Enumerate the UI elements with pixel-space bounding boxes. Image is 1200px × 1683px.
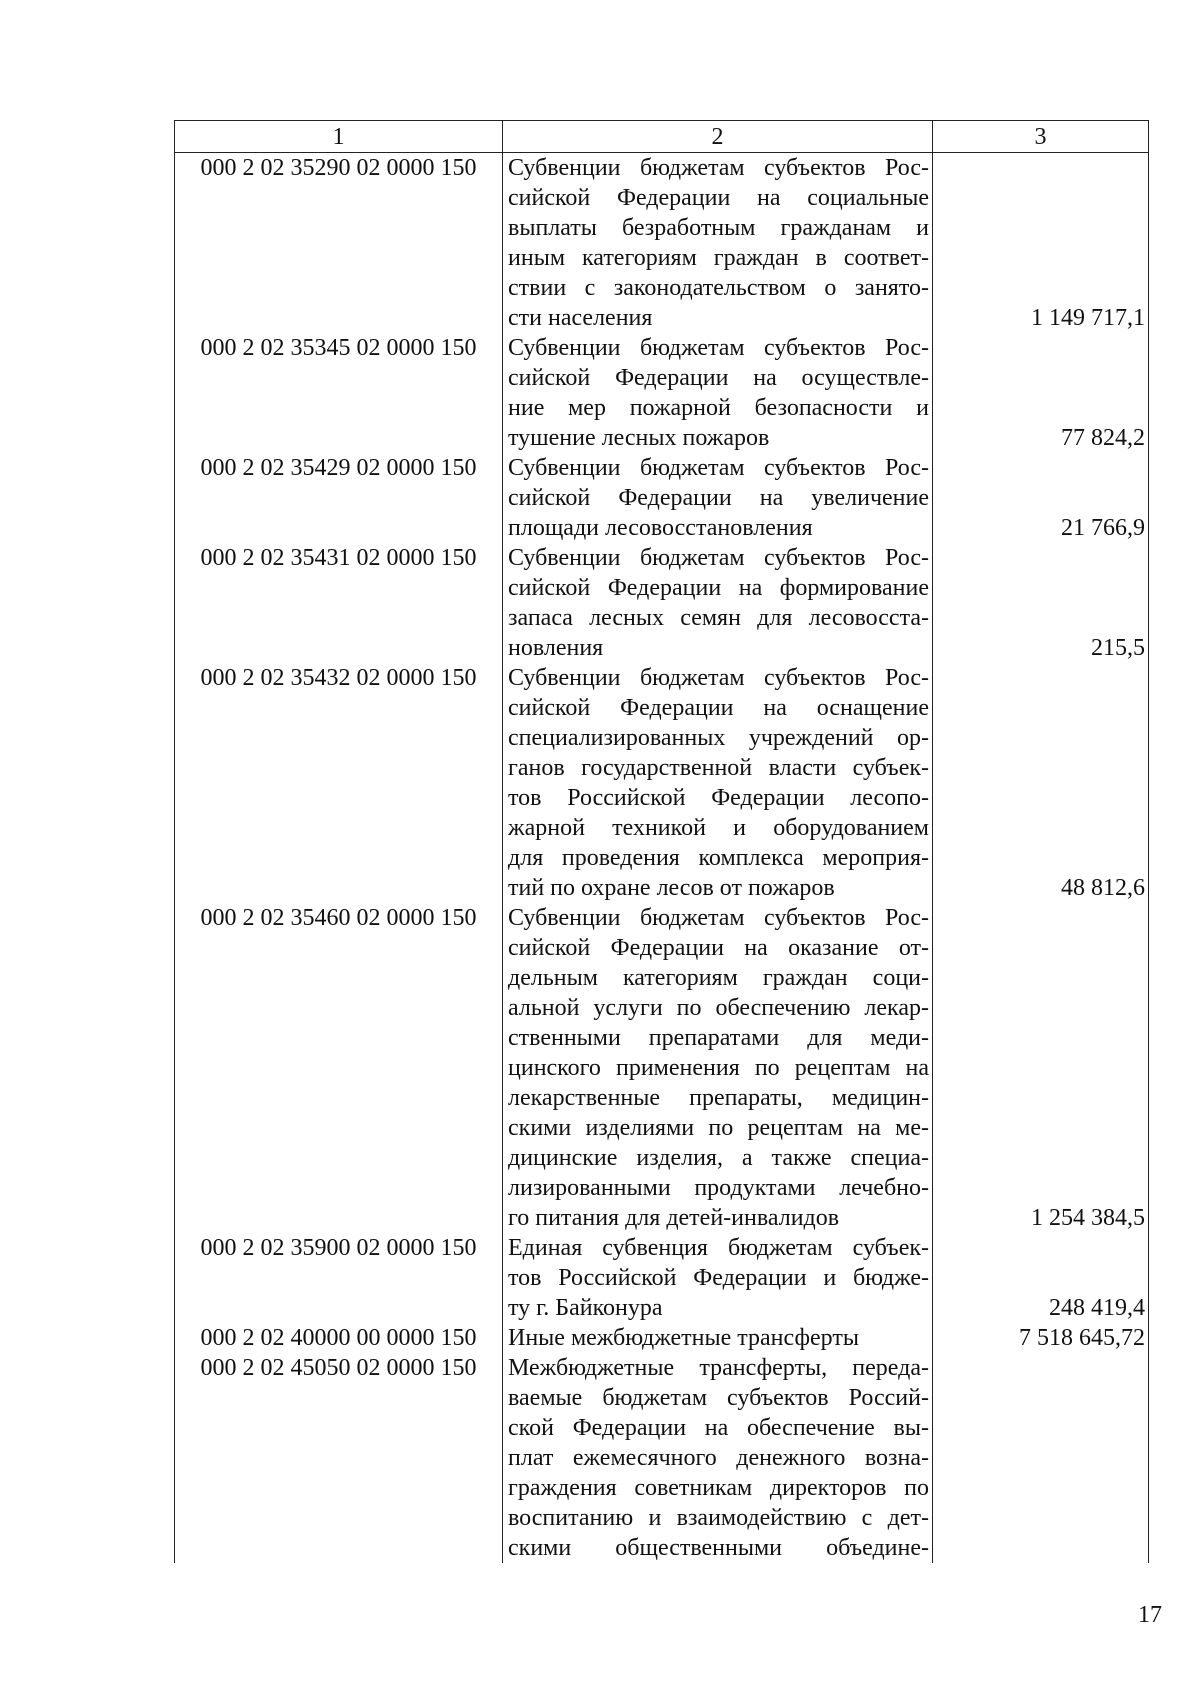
row-amount: 248 419,4 xyxy=(933,1233,1149,1323)
row-description xyxy=(503,333,933,453)
budget-table xyxy=(174,120,1149,1563)
description-line: ганов государственной власти субъек- xyxy=(508,755,929,781)
row-code: 000 2 02 35431 02 0000 150 xyxy=(175,543,503,663)
description-line: цинского применения по рецептам на xyxy=(508,1055,929,1081)
row-amount: 1 254 384,5 xyxy=(933,903,1149,1233)
row-code: 000 2 02 40000 00 0000 150 xyxy=(175,1323,503,1353)
table-header xyxy=(175,121,1149,153)
row-code: 000 2 02 35900 02 0000 150 xyxy=(175,1233,503,1323)
description-line: сийской Федерации на увеличение xyxy=(508,485,929,511)
description-line: воспитанию и взаимодействию с дет- xyxy=(508,1505,929,1531)
description-line: Межбюджетные трансферты, переда- xyxy=(508,1355,929,1381)
description-line: Субвенции бюджетам субъектов Рос- xyxy=(508,545,929,571)
description-line: альной услуги по обеспечению лекар- xyxy=(508,995,929,1021)
table-body xyxy=(175,153,1149,1564)
description-line: тов Российской Федерации лесопо- xyxy=(508,785,929,811)
table-row xyxy=(175,153,1149,334)
row-amount xyxy=(933,1353,1149,1563)
row-description xyxy=(503,1353,933,1563)
description-line: ской Федерации на обеспечение вы- xyxy=(508,1415,929,1441)
table-row xyxy=(175,333,1149,453)
row-amount: 1 149 717,1 xyxy=(933,153,1149,334)
description-line: сийской Федерации на социальные xyxy=(508,185,929,211)
row-amount: 48 812,6 xyxy=(933,663,1149,903)
description-line: ваемые бюджетам субъектов Россий- xyxy=(508,1385,929,1411)
description-line: Субвенции бюджетам субъектов Рос- xyxy=(508,905,929,931)
description-line: новления xyxy=(508,635,604,661)
description-line: Единая субвенция бюджетам субъек- xyxy=(508,1235,929,1261)
row-description xyxy=(503,1323,933,1353)
description-line: сти населения xyxy=(508,305,653,331)
row-code: 000 2 02 35345 02 0000 150 xyxy=(175,333,503,453)
row-description xyxy=(503,1233,933,1323)
row-amount: 7 518 645,72 xyxy=(933,1323,1149,1353)
row-code: 000 2 02 35429 02 0000 150 xyxy=(175,453,503,543)
description-line: Субвенции бюджетам субъектов Рос- xyxy=(508,665,929,691)
description-line: дельным категориям граждан соци- xyxy=(508,965,929,991)
description-line: сийской Федерации на оснащение xyxy=(508,695,929,721)
row-amount: 77 824,2 xyxy=(933,333,1149,453)
page-number: 17 xyxy=(1138,1602,1162,1628)
description-line: го питания для детей-инвалидов xyxy=(508,1205,840,1231)
description-line: скими изделиями по рецептам на ме- xyxy=(508,1115,929,1141)
description-line: ствии с законодательством о занято- xyxy=(508,275,929,301)
description-line: выплаты безработным гражданам и xyxy=(508,215,929,241)
column-header-2: 2 xyxy=(503,121,933,153)
description-line: ние мер пожарной безопасности и xyxy=(508,395,929,421)
row-description xyxy=(503,453,933,543)
description-line: тов Российской Федерации и бюдже- xyxy=(508,1265,929,1291)
table-row xyxy=(175,663,1149,903)
description-line: плат ежемесячного денежного возна- xyxy=(508,1445,929,1471)
description-line: сийской Федерации на оказание от- xyxy=(508,935,929,961)
row-code: 000 2 02 35432 02 0000 150 xyxy=(175,663,503,903)
table-row xyxy=(175,1323,1149,1353)
table-row xyxy=(175,453,1149,543)
row-code: 000 2 02 45050 02 0000 150 xyxy=(175,1353,503,1563)
description-line: тушение лесных пожаров xyxy=(508,425,770,451)
table-row xyxy=(175,903,1149,1233)
description-line: иным категориям граждан в соответ- xyxy=(508,245,929,271)
table-row xyxy=(175,1233,1149,1323)
row-description xyxy=(503,663,933,903)
description-line: Субвенции бюджетам субъектов Рос- xyxy=(508,455,929,481)
description-line: Иные межбюджетные трансферты xyxy=(508,1325,859,1351)
description-line: жарной техникой и оборудованием xyxy=(508,815,929,841)
row-description xyxy=(503,153,933,334)
row-description xyxy=(503,543,933,663)
description-line: лизированными продуктами лечебно- xyxy=(508,1175,929,1201)
description-line: граждения советникам директоров по xyxy=(508,1475,929,1501)
description-line: Субвенции бюджетам субъектов Рос- xyxy=(508,155,929,181)
description-line: ту г. Байконура xyxy=(508,1295,663,1321)
description-line: ственными препаратами для меди- xyxy=(508,1025,929,1051)
description-line: дицинские изделия, а также специа- xyxy=(508,1145,929,1171)
row-code: 000 2 02 35290 02 0000 150 xyxy=(175,153,503,334)
table-row xyxy=(175,543,1149,663)
description-line: скими общественными объедине- xyxy=(508,1535,929,1561)
description-line: тий по охране лесов от пожаров xyxy=(508,875,835,901)
description-line: Субвенции бюджетам субъектов Рос- xyxy=(508,335,929,361)
description-line: для проведения комплекса мероприя- xyxy=(508,845,929,871)
description-line: сийской Федерации на осуществле- xyxy=(508,365,929,391)
column-header-1: 1 xyxy=(175,121,503,153)
row-amount: 21 766,9 xyxy=(933,453,1149,543)
description-line: площади лесовосстановления xyxy=(508,515,813,541)
description-line: специализированных учреждений ор- xyxy=(508,725,929,751)
row-code: 000 2 02 35460 02 0000 150 xyxy=(175,903,503,1233)
description-line: лекарственные препараты, медицин- xyxy=(508,1085,929,1111)
row-description xyxy=(503,903,933,1233)
row-amount: 215,5 xyxy=(933,543,1149,663)
description-line: запаса лесных семян для лесовосста- xyxy=(508,605,929,631)
description-line: сийской Федерации на формирование xyxy=(508,575,929,601)
table-row xyxy=(175,1353,1149,1563)
column-header-3: 3 xyxy=(933,121,1149,153)
